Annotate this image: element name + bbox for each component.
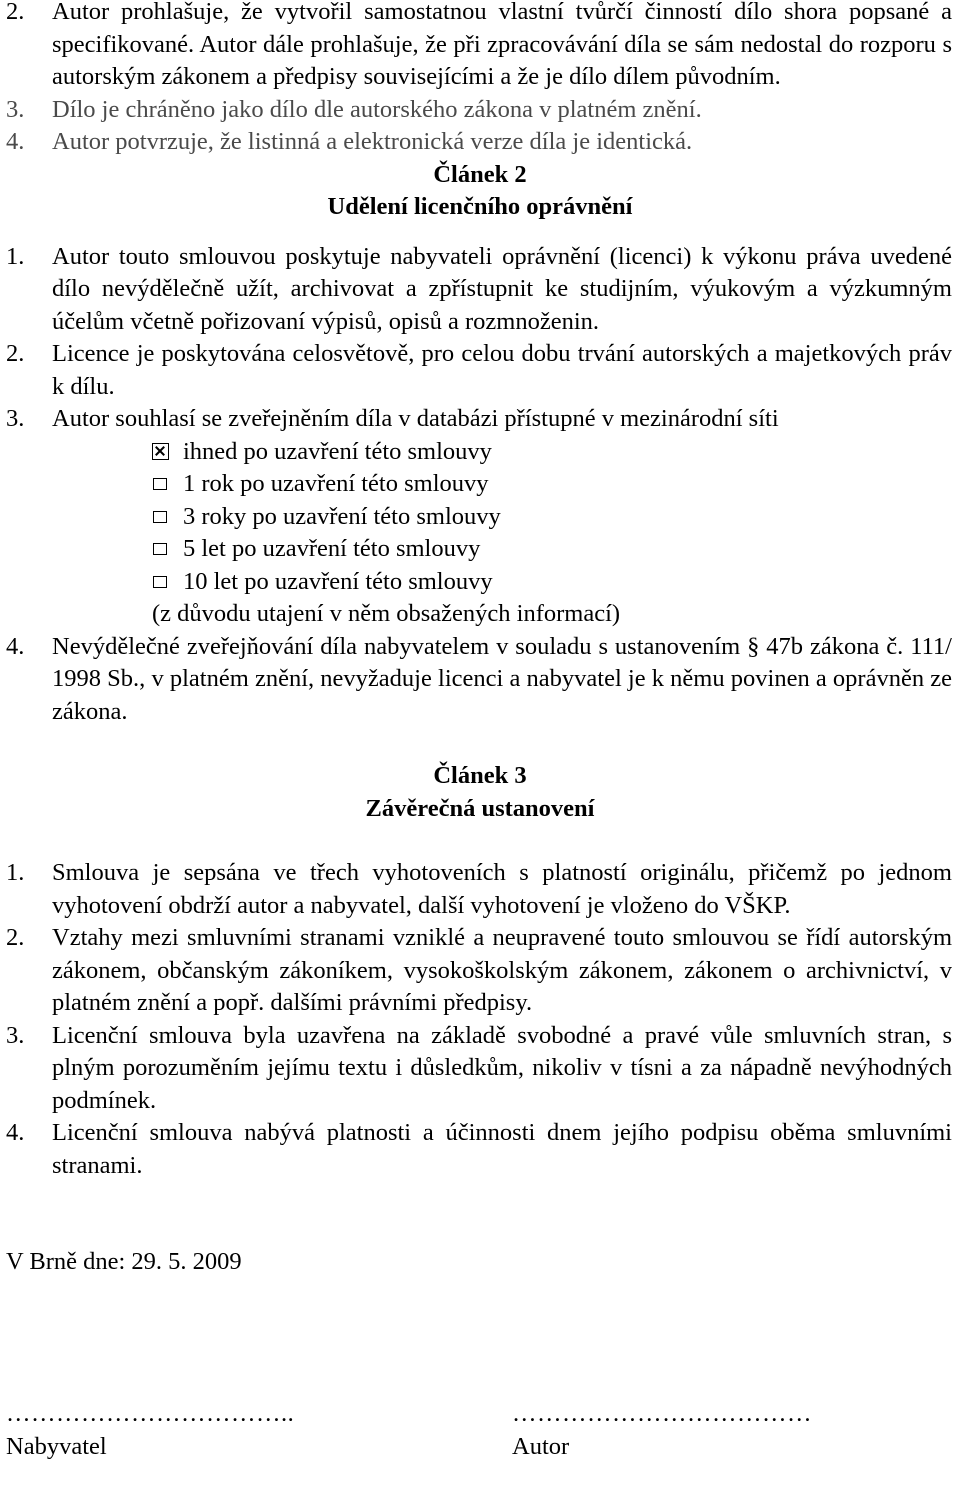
signature-nabyvatel [6, 1398, 294, 1463]
clause-text: Licenční smlouva nabývá platnosti a účinnosti dnem jejího podpisu oběma smluvními stranami. [52, 1119, 952, 1179]
article3-clause-4 [6, 1117, 952, 1182]
signature-label: Autor [512, 1432, 570, 1460]
article-heading: Článek 3 [433, 762, 527, 789]
option-label: ihned po uzavření této smlouvy [183, 437, 492, 465]
article2-clause-3 [6, 403, 952, 436]
clause-number: 4. [6, 128, 25, 155]
article-heading: Článek 2 [433, 160, 527, 188]
clause-number: 1. [6, 859, 25, 886]
option-immediately[interactable] [0, 436, 960, 469]
option-label: 3 roky po uzavření této smlouvy [183, 502, 501, 530]
signature-label: Nabyvatel [6, 1432, 107, 1460]
signature-autor [512, 1398, 812, 1463]
article-subheading: Závěrečná ustanovení [365, 794, 595, 822]
clause-number: 4. [6, 632, 25, 660]
clause-text: Vztahy mezi smluvními stranami vzniklé a neupravené touto smlouvou se řídí autorským zákonem, občanským zákoníkem, vysokoškolským zákonem, zákonem o archivnictví, v platném znění a popř. dalšími právními předpisy. [52, 924, 952, 1016]
publication-options [0, 436, 960, 631]
empty-checkbox-icon[interactable] [153, 511, 167, 523]
clause-text: Autor potvrzuje, že listinná a elektronická verze díla je identická. [52, 128, 693, 155]
clause-text: Licenční smlouva byla uzavřena na základě svobodné a pravé vůle smluvních stran, s plným porozuměním jejímu textu i důsledkům, nikoliv v tísni a za nápadně nevýhodných podmínek. [52, 1021, 952, 1114]
article2-clause-1 [6, 241, 952, 339]
article-2-header [6, 159, 960, 224]
option-5-years[interactable] [0, 533, 960, 566]
date-line: V Brně dne: 29. 5. 2009 [6, 1248, 242, 1275]
clause-text: Dílo je chráněno jako dílo dle autorského zákona v platném znění. [52, 95, 702, 123]
article-subheading: Udělení licenčního oprávnění [327, 193, 633, 220]
signature-line: …………………………….. [6, 1400, 295, 1427]
article2-clause-2 [6, 338, 952, 403]
clause-number: 3. [6, 95, 25, 123]
signature-line: ……………………………… [512, 1400, 812, 1427]
option-10-years[interactable] [0, 566, 960, 599]
clause-number: 2. [6, 924, 25, 951]
clause-number: 2. [6, 0, 25, 25]
clause-text: Nevýdělečné zveřejňování díla nabyvatelem v souladu s ustanovením § 47b zákona č. 111/ 1998 Sb., v platném znění, nevyžaduje licenci a nabyvatel je k němu povinen a oprávněn ze zákona. [52, 632, 952, 725]
option-3-years[interactable] [0, 501, 960, 534]
options-note: (z důvodu utajení v něm obsažených informací) [152, 600, 621, 627]
clause-text: Autor touto smlouvou poskytuje nabyvateli oprávnění (licenci) k výkonu práva uvedené dílo nevýdělečně užít, archivovat a zpřístupnit ke studijním, výukovým a výzkumným účelům včetně pořizovaní výpisů, opisů a rozmnoženin. [52, 242, 952, 335]
empty-checkbox-icon[interactable] [153, 543, 167, 555]
clause-number: 1. [6, 242, 25, 270]
option-label: 1 rok po uzavření této smlouvy [183, 470, 489, 497]
clause-number: 3. [6, 405, 25, 432]
option-1-year[interactable] [0, 468, 960, 501]
article3-clause-2 [6, 922, 952, 1020]
checked-checkbox-icon[interactable] [152, 443, 169, 460]
option-label: 10 let po uzavření této smlouvy [183, 567, 493, 595]
article3-clause-1 [6, 857, 952, 922]
article2-clause-4 [6, 631, 952, 729]
clause-text: Smlouva je sepsána ve třech vyhotoveních s platností originálu, přičemž po jednom vyhotovení obdrží autor a nabyvatel, další vyhotovení je vloženo do VŠKP. [52, 859, 952, 919]
clause-number: 4. [6, 1119, 25, 1146]
clause-2 [6, 0, 952, 94]
clause-number: 3. [6, 1021, 25, 1049]
clause-text: Licence je poskytována celosvětově, pro celou dobu trvání autorských a majetkových práv k dílu. [52, 340, 952, 400]
clause-4 [6, 126, 952, 159]
empty-checkbox-icon[interactable] [153, 576, 167, 588]
article-3-header [6, 760, 960, 825]
option-label: 5 let po uzavření této smlouvy [183, 535, 481, 562]
clause-3 [6, 94, 952, 127]
clause-text: Autor souhlasí se zveřejněním díla v databázi přístupné v mezinárodní síti [52, 405, 779, 432]
clause-number: 2. [6, 340, 25, 367]
empty-checkbox-icon[interactable] [153, 478, 167, 490]
article3-clause-3 [6, 1020, 952, 1118]
clause-text: Autor prohlašuje, že vytvořil samostatnou vlastní tvůrčí činností dílo shora popsané a specifikované. Autor dále prohlašuje, že při zpracovávání díla se sám nedostal do rozporu s autorským zákonem a předpisy souvisejícími a že je dílo dílem původním. [52, 0, 952, 90]
